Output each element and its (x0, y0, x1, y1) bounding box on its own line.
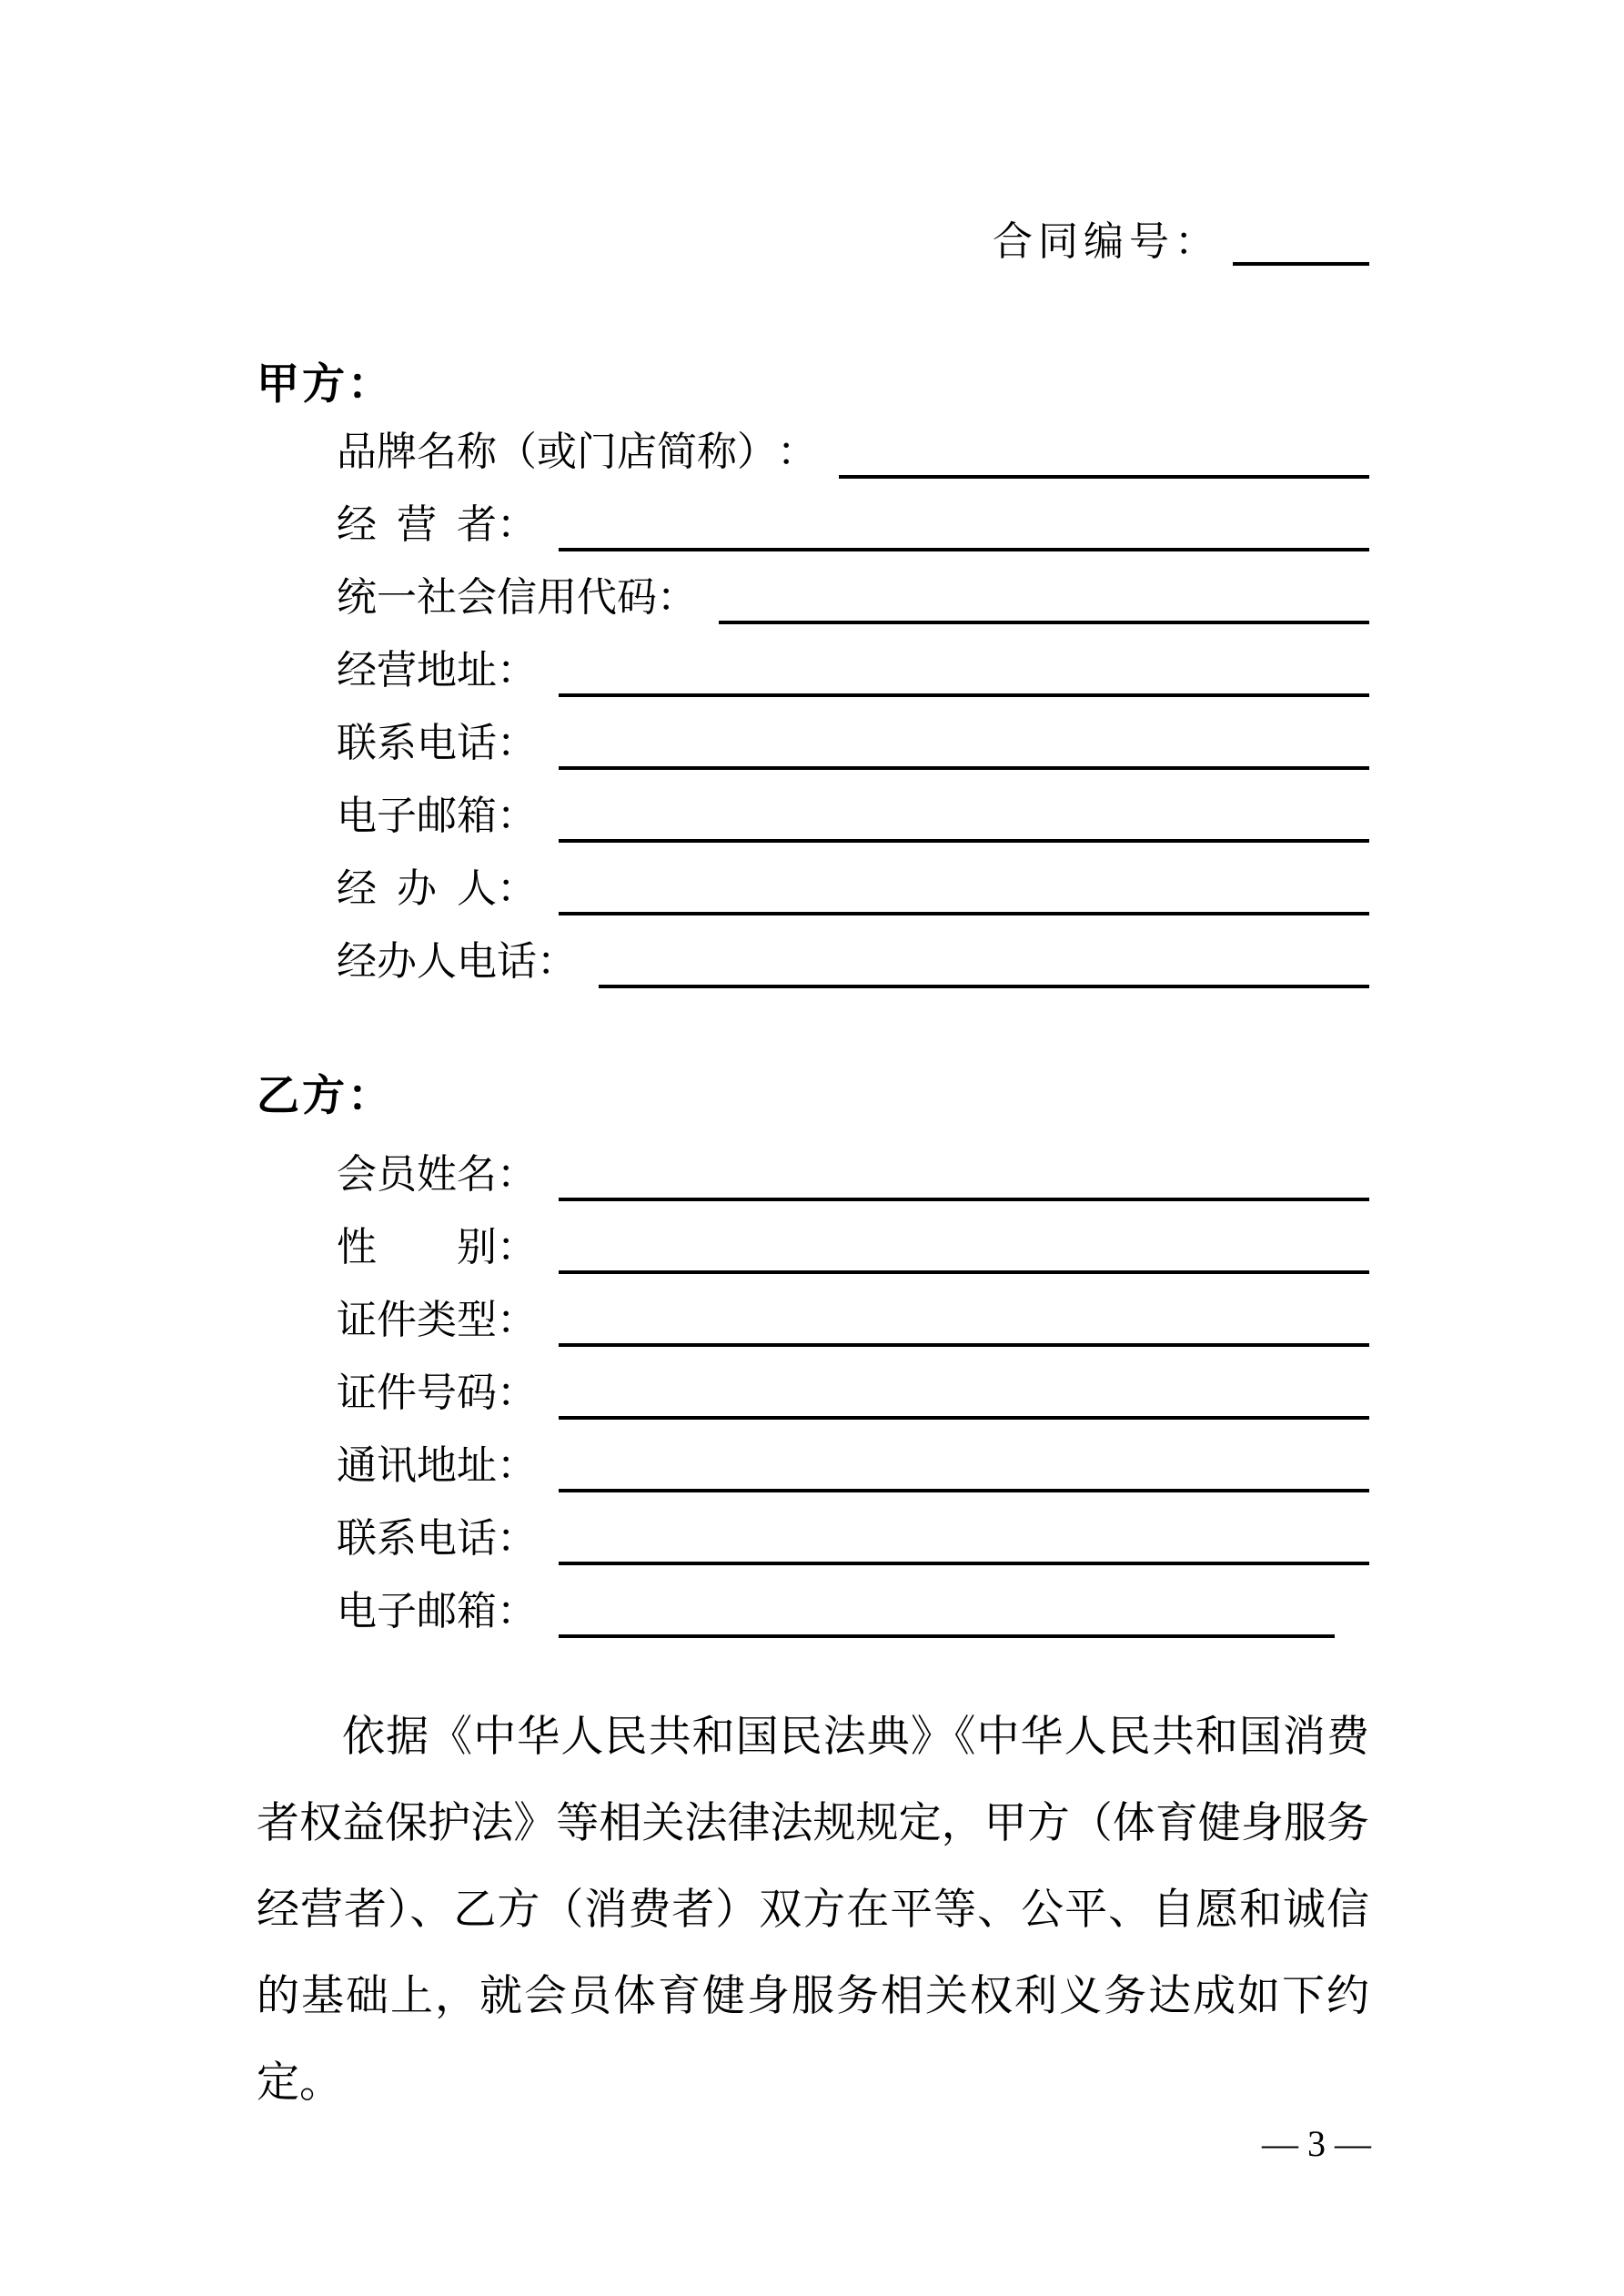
field-row-mailing-address (337, 1443, 1369, 1516)
member-name-blank (559, 1152, 1369, 1201)
field-row-operator (337, 502, 1369, 575)
field-row-brand-name (337, 430, 1369, 502)
brand-name-blank (839, 430, 1369, 479)
field-label: 联系电话 (337, 721, 497, 765)
field-label: 经营地址 (337, 648, 497, 693)
party-a-fields (337, 430, 1369, 1012)
operator-blank (559, 502, 1369, 551)
field-label: 经营者 (337, 502, 497, 547)
contract-number-blank (1233, 218, 1369, 266)
gender-blank (559, 1225, 1369, 1274)
field-label: 品牌名称（或门店简称） (337, 430, 777, 474)
colon: ： (657, 575, 697, 620)
field-label: 会员姓名 (337, 1152, 497, 1197)
colon: ： (497, 1298, 537, 1342)
field-row-handler (337, 866, 1369, 939)
field-row-business-address (337, 648, 1369, 721)
field-label: 证件号码 (337, 1371, 497, 1415)
handler-blank (559, 866, 1369, 915)
party-b-fields (337, 1152, 1369, 1662)
id-number-blank (559, 1371, 1369, 1420)
field-row-id-type (337, 1298, 1369, 1371)
field-row-member-name (337, 1152, 1369, 1225)
phone-a-blank (559, 721, 1369, 770)
id-type-blank (559, 1298, 1369, 1347)
colon: ： (497, 1371, 537, 1415)
party-a-heading: 甲方： (257, 361, 393, 409)
colon: ： (497, 794, 537, 838)
field-row-phone-a (337, 721, 1369, 794)
field-row-email-a (337, 794, 1369, 866)
field-label: 经办人 (337, 866, 497, 911)
phone-b-blank (559, 1516, 1369, 1565)
field-label: 证件类型 (337, 1298, 497, 1342)
colon: ： (497, 648, 537, 693)
colon: ： (497, 721, 537, 765)
email-a-blank (559, 794, 1369, 843)
contract-number-label: 合同编号： (993, 219, 1220, 264)
mailing-address-blank (559, 1443, 1369, 1492)
field-row-gender (337, 1225, 1369, 1298)
page-number: — 3 — (1262, 2123, 1371, 2164)
field-label: 电子邮箱 (337, 1589, 497, 1633)
field-label: 性别 (337, 1225, 497, 1269)
field-row-handler-phone (337, 939, 1369, 1012)
business-address-blank (559, 648, 1369, 697)
field-row-phone-b (337, 1516, 1369, 1589)
colon: ： (777, 430, 817, 474)
intro-paragraph: 依据《中华人民共和国民法典》《中华人民共和国消费者权益保护法》等相关法律法规规定，甲方（体育健身服务经营者）、乙方（消费者）双方在平等、公平、自愿和诚信的基础上，就会员体育健身服务相关权利义务达成如下约定。 (257, 1714, 1369, 2107)
field-label: 电子邮箱 (337, 794, 497, 838)
contract-number-row (993, 218, 1369, 266)
handler-phone-blank (599, 939, 1369, 988)
colon: ： (497, 1589, 537, 1633)
colon: ： (497, 1152, 537, 1197)
colon: ： (497, 502, 537, 547)
colon: ： (497, 1443, 537, 1488)
field-row-credit-code (337, 575, 1369, 648)
email-b-blank (559, 1589, 1335, 1638)
field-label: 联系电话 (337, 1516, 497, 1561)
colon: ： (497, 1225, 537, 1269)
field-label: 通讯地址 (337, 1443, 497, 1488)
colon: ： (497, 866, 537, 911)
party-b-heading: 乙方： (257, 1073, 393, 1120)
field-label: 统一社会信用代码 (337, 575, 657, 620)
colon: ： (537, 939, 577, 984)
field-label: 经办人电话 (337, 939, 537, 984)
field-row-email-b (337, 1589, 1369, 1662)
colon: ： (497, 1516, 537, 1561)
field-row-id-number (337, 1371, 1369, 1443)
credit-code-blank (719, 575, 1369, 624)
